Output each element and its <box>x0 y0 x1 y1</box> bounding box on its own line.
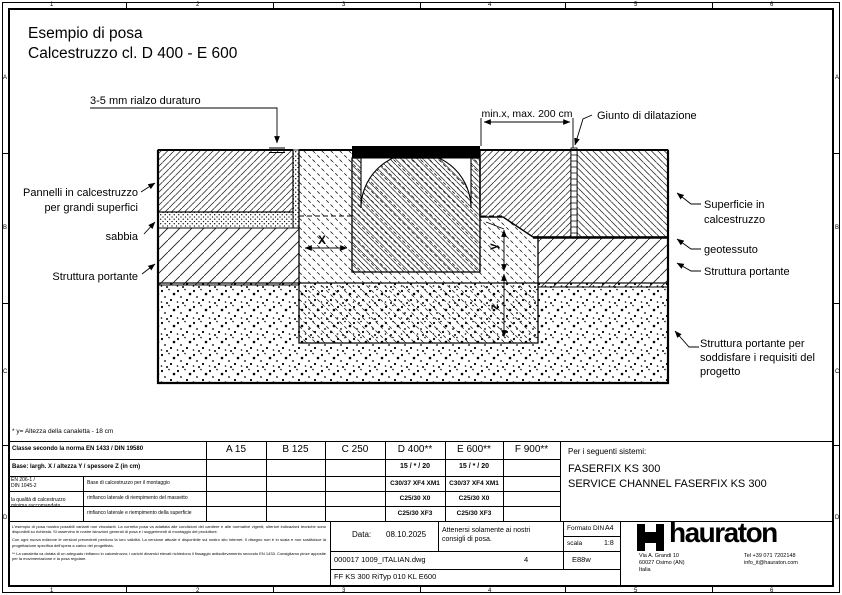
footnote: * y= Altezza della canaletta - 18 cm <box>12 428 114 435</box>
dim-z-label: z <box>487 304 501 310</box>
ruler-top-3: 3 <box>342 2 346 8</box>
date-value: 08.10.2025 <box>386 530 427 539</box>
riser-note-label: 3-5 mm rialzo duraturo <box>90 95 201 107</box>
fineprint-p2: Con ogni nuova edizione le versioni precedenti perdono la loro validità. La versione attuale è disponibile sul nostro sito internet. Il disegno non è in scala e non sostituisce la progettazione specifica dell'opera a carico del progettista. <box>12 537 326 548</box>
class-row-label: Classe secondo la norma EN 1433 / DIN 19580 <box>12 446 144 452</box>
spacing-dim-label: min.x, max. 200 cm <box>481 108 573 120</box>
cell-base-e600: 15 / * / 20 <box>459 463 489 470</box>
cell-row1-e600: C30/37 XF4 XM1 <box>449 480 499 487</box>
ruler-bottom-4: 4 <box>488 588 492 594</box>
right-base-label: Struttura portante <box>704 266 790 278</box>
standard-line2: DIN 1045-2 <box>11 483 37 489</box>
systems-item-2: SERVICE CHANNEL FASERFIX KS 300 <box>568 478 767 490</box>
standard-line1: EN 206-1 / <box>11 477 35 483</box>
systems-heading: Per i seguenti sistemi: <box>568 447 647 456</box>
cell-row3-d400: C25/30 XF3 <box>397 510 433 517</box>
quality-row3-label: rinfianco laterale e riempimento della superficie <box>87 510 192 516</box>
notice-line2: consigli di posa. <box>442 536 492 543</box>
ruler-left-b: B <box>3 225 8 231</box>
ruler-left-c: C <box>3 369 8 375</box>
notice-line1: Attenersi solamente ai nostri <box>442 527 531 534</box>
page-title-line1: Esempio di posa <box>28 25 143 42</box>
scale-value: 1:8 <box>604 540 614 547</box>
ruler-right-d: D <box>835 515 840 521</box>
email: info_it@hauraton.com <box>744 560 798 566</box>
date-label: Data: <box>352 530 372 539</box>
ruler-top-6: 6 <box>770 2 774 8</box>
code-value: E88w <box>572 555 591 564</box>
ruler-top-5: 5 <box>634 2 638 8</box>
cell-row3-e600: C25/30 XF3 <box>456 510 492 517</box>
req-base-label-line1: Struttura portante per <box>700 338 805 350</box>
req-base-label-line3: progetto <box>700 366 741 378</box>
address-line3: Italia <box>639 567 651 573</box>
ruler-left-a: A <box>3 75 8 81</box>
ruler-left-d: D <box>3 515 8 521</box>
ruler-right-a: A <box>835 75 840 81</box>
base-row-label: Base: largh. X / altezza Y / spessore Z (in cm) <box>12 464 141 470</box>
brand-wordmark: hauraton <box>669 517 777 548</box>
col-header-d400: D 400** <box>397 444 433 455</box>
sand-label: sabbia <box>105 231 138 243</box>
ruler-right-c: C <box>835 369 840 375</box>
standard-line3: la qualità di calcestruzzo <box>11 497 66 503</box>
page-number: 4 <box>524 555 529 564</box>
format-label: Formato DIN <box>567 525 605 532</box>
expansion-joint-label: Giunto di dilatazione <box>597 110 697 122</box>
panels-label-line2: per grandi superfici <box>44 202 138 214</box>
ruler-bottom-3: 3 <box>342 588 346 594</box>
quality-row1-label: Base di calcestruzzo per il montaggio <box>87 480 170 486</box>
cell-row2-d400: C25/30 X0 <box>399 495 431 502</box>
page-title-line2: Calcestruzzo cl. D 400 - E 600 <box>28 45 238 62</box>
panels-label-line1: Pannelli in calcestruzzo <box>23 187 138 199</box>
ruler-bottom-1: 1 <box>50 588 54 594</box>
surface-label-line1: Superficie in <box>704 199 765 211</box>
col-header-e600: E 600** <box>457 444 491 455</box>
systems-item-1: FASERFIX KS 300 <box>568 463 661 475</box>
col-header-a15: A 15 <box>225 444 247 455</box>
ruler-bottom-2: 2 <box>196 588 200 594</box>
geotextile-label: geotessuto <box>704 244 758 256</box>
fineprint-p1: L'esempio di posa mostra possibili varianti non vincolanti. La corretta posa va adattata alle condizioni del cantiere e alle normative vigenti; ulteriori indicazioni tecniche sono disponibili su richiesta. Si osservino le nostre istruzioni generali di posa e i suggerimenti di montaggio del produttore. <box>12 524 326 535</box>
cell-row2-e600: C25/30 X0 <box>458 495 490 502</box>
ruler-top-2: 2 <box>196 2 200 8</box>
phone: Tel +39 071 7202148 <box>744 553 796 559</box>
col-header-f900: F 900** <box>514 444 549 455</box>
ruler-bottom-5: 5 <box>634 588 638 594</box>
col-header-b125: B 125 <box>282 444 309 455</box>
dim-x-label: X <box>317 233 327 247</box>
ruler-top-1: 1 <box>50 2 54 8</box>
cell-row1-d400: C30/37 XF4 XM1 <box>390 480 440 487</box>
format-value: A4 <box>605 525 614 532</box>
inner-frame <box>8 8 834 587</box>
file-name: 000017 1009_ITALIAN.dwg <box>334 555 426 564</box>
fineprint-p3: ** La canaletta va dotata di un adeguato rinfianco in calcestruzzo; i carichi dinamici elevati richiedono il fissaggio antisollevamento secondo EN 1433. Consigliamo pinze apposite per la movimentazione e la posa regolare. <box>12 550 326 561</box>
address-line1: Via A. Grandi 10 <box>639 553 679 559</box>
standard-line4: minima raccomandata <box>11 503 61 509</box>
surface-label-line2: calcestruzzo <box>704 214 766 226</box>
ruler-right-b: B <box>835 225 840 231</box>
req-base-label-line2: soddisfare i requisiti del <box>700 352 815 364</box>
ruler-top-4: 4 <box>488 2 492 8</box>
left-base-label: Struttura portante <box>52 271 138 283</box>
ruler-bottom-6: 6 <box>770 588 774 594</box>
scale-label: scala <box>567 540 583 547</box>
dim-y-label: y <box>486 243 500 250</box>
quality-row2-label: rinfianco laterale di riempimento del massetto <box>87 495 188 501</box>
address-line2: 60027 Osimo (AN) <box>639 560 685 566</box>
col-header-c250: C 250 <box>341 444 369 455</box>
cell-base-d400: 15 / * / 20 <box>400 463 430 470</box>
doc-reference: FF KS 300 RiTyp 010 KL E600 <box>334 572 437 581</box>
